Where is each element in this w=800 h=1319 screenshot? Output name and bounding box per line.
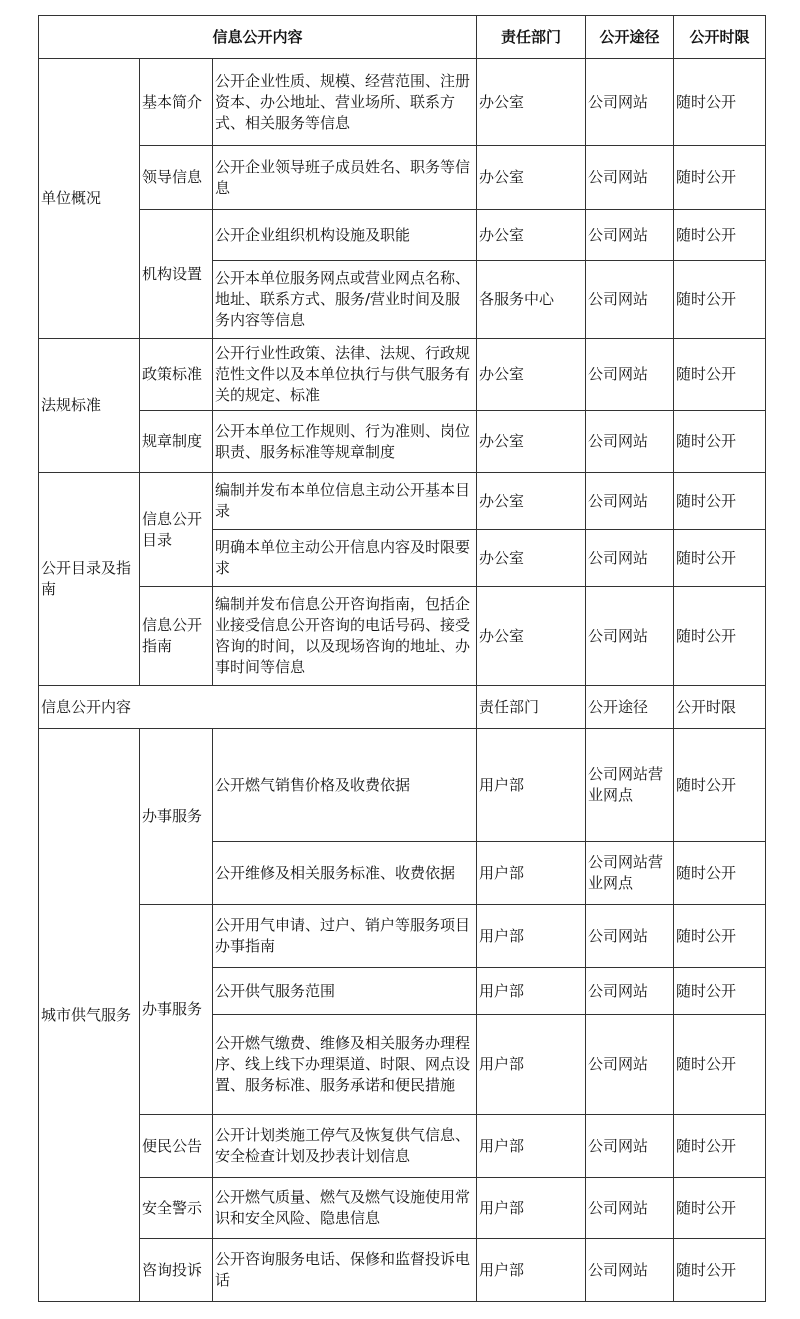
table-row (39, 905, 766, 968)
header-channel: 公开途径 (586, 16, 674, 59)
row-dept: 用户部 (477, 968, 586, 1015)
row-period: 随时公开 (674, 261, 766, 339)
row-dept: 用户部 (477, 729, 586, 842)
row-period: 随时公开 (674, 1115, 766, 1178)
row-period: 随时公开 (674, 59, 766, 146)
row-content: 公开企业性质、规模、经营范围、注册资本、办公地址、营业场所、联系方式、相关服务等信息 (213, 59, 477, 146)
table-row (39, 411, 766, 473)
subcategory-label: 安全警示 (140, 1178, 213, 1239)
row-channel: 公司网站 (586, 968, 674, 1015)
subcategory-label: 办事服务 (140, 729, 213, 905)
row-dept: 办公室 (477, 530, 586, 587)
row-dept: 用户部 (477, 1015, 586, 1115)
table-row (39, 729, 766, 842)
row-channel: 公司网站 (586, 1239, 674, 1302)
row-channel: 公司网站 (586, 587, 674, 686)
row-channel: 公司网站 (586, 261, 674, 339)
row-content: 公开行业性政策、法律、法规、行政规范性文件以及本单位执行与供气服务有关的规定、标准 (213, 339, 477, 411)
row-content: 公开企业组织机构设施及职能 (213, 210, 477, 261)
row-period: 随时公开 (674, 587, 766, 686)
row-period: 随时公开 (674, 905, 766, 968)
row-period: 随时公开 (674, 1015, 766, 1115)
row-content: 公开计划类施工停气及恢复供气信息、安全检查计划及抄表计划信息 (213, 1115, 477, 1178)
group-label: 法规标准 (39, 339, 140, 473)
subcategory-label: 办事服务 (140, 905, 213, 1115)
subcategory-label: 便民公告 (140, 1115, 213, 1178)
table-row (39, 146, 766, 210)
row-channel: 公司网站 (586, 339, 674, 411)
table-row (39, 1239, 766, 1302)
table-row (39, 210, 766, 261)
row-channel: 公司网站 (586, 905, 674, 968)
row-content: 公开本单位工作规则、行为准则、岗位职责、服务标准等规章制度 (213, 411, 477, 473)
row-content: 公开燃气销售价格及收费依据 (213, 729, 477, 842)
subcategory-label: 信息公开指南 (140, 587, 213, 686)
header-content: 信息公开内容 (39, 16, 477, 59)
table-row (39, 339, 766, 411)
row-period: 随时公开 (674, 1239, 766, 1302)
row-channel: 公司网站 (586, 411, 674, 473)
row-dept: 办公室 (477, 411, 586, 473)
row-dept: 办公室 (477, 339, 586, 411)
subcategory-label: 政策标准 (140, 339, 213, 411)
row-period: 随时公开 (674, 210, 766, 261)
info-disclosure-table (38, 15, 766, 1302)
header-dept: 责任部门 (477, 16, 586, 59)
row-channel: 公司网站 (586, 1178, 674, 1239)
subcategory-label: 咨询投诉 (140, 1239, 213, 1302)
table-row (39, 587, 766, 686)
subheader-dept: 责任部门 (477, 686, 586, 729)
row-content: 公开本单位服务网点或营业网点名称、地址、联系方式、服务/营业时间及服务内容等信息 (213, 261, 477, 339)
row-period: 随时公开 (674, 146, 766, 210)
row-dept: 各服务中心 (477, 261, 586, 339)
group-label: 单位概况 (39, 59, 140, 339)
row-channel: 公司网站 (586, 59, 674, 146)
table-row (39, 59, 766, 146)
row-period: 随时公开 (674, 968, 766, 1015)
subheader-content: 信息公开内容 (39, 686, 477, 729)
row-channel: 公司网站 (586, 473, 674, 530)
row-dept: 办公室 (477, 59, 586, 146)
table-header-row (39, 16, 766, 59)
row-content: 公开维修及相关服务标准、收费依据 (213, 842, 477, 905)
header-period: 公开时限 (674, 16, 766, 59)
row-dept: 办公室 (477, 473, 586, 530)
table-row (39, 473, 766, 530)
row-channel: 公司网站营业网点 (586, 729, 674, 842)
row-dept: 用户部 (477, 1178, 586, 1239)
table-row (39, 1115, 766, 1178)
row-channel: 公司网站营业网点 (586, 842, 674, 905)
row-content: 公开咨询服务电话、保修和监督投诉电话 (213, 1239, 477, 1302)
row-content: 公开用气申请、过户、销户等服务项目办事指南 (213, 905, 477, 968)
subcategory-label: 机构设置 (140, 210, 213, 339)
row-content: 公开企业领导班子成员姓名、职务等信息 (213, 146, 477, 210)
row-period: 随时公开 (674, 411, 766, 473)
row-channel: 公司网站 (586, 1015, 674, 1115)
row-content: 明确本单位主动公开信息内容及时限要求 (213, 530, 477, 587)
subcategory-label: 规章制度 (140, 411, 213, 473)
group-label: 城市供气服务 (39, 729, 140, 1302)
row-period: 随时公开 (674, 729, 766, 842)
subheader-channel: 公开途径 (586, 686, 674, 729)
subcategory-label: 领导信息 (140, 146, 213, 210)
row-content: 公开燃气缴费、维修及相关服务办理程序、线上线下办理渠道、时限、网点设置、服务标准、服务承诺和便民措施 (213, 1015, 477, 1115)
table-subheader-row (39, 686, 766, 729)
row-channel: 公司网站 (586, 210, 674, 261)
row-channel: 公司网站 (586, 530, 674, 587)
row-period: 随时公开 (674, 842, 766, 905)
row-period: 随时公开 (674, 473, 766, 530)
row-dept: 办公室 (477, 587, 586, 686)
row-dept: 用户部 (477, 1115, 586, 1178)
row-channel: 公司网站 (586, 1115, 674, 1178)
row-dept: 用户部 (477, 1239, 586, 1302)
row-dept: 办公室 (477, 210, 586, 261)
row-content: 编制并发布本单位信息主动公开基本目录 (213, 473, 477, 530)
row-period: 随时公开 (674, 1178, 766, 1239)
subheader-period: 公开时限 (674, 686, 766, 729)
row-dept: 办公室 (477, 146, 586, 210)
row-period: 随时公开 (674, 339, 766, 411)
subcategory-label: 信息公开目录 (140, 473, 213, 587)
row-channel: 公司网站 (586, 146, 674, 210)
row-content: 编制并发布信息公开咨询指南，包括企业接受信息公开咨询的电话号码、接受咨询的时间，以及现场咨询的地址、办事时间等信息 (213, 587, 477, 686)
group-label: 公开目录及指南 (39, 473, 140, 686)
row-dept: 用户部 (477, 905, 586, 968)
row-content: 公开燃气质量、燃气及燃气设施使用常识和安全风险、隐患信息 (213, 1178, 477, 1239)
row-period: 随时公开 (674, 530, 766, 587)
subcategory-label: 基本简介 (140, 59, 213, 146)
table-row (39, 1178, 766, 1239)
row-dept: 用户部 (477, 842, 586, 905)
row-content: 公开供气服务范围 (213, 968, 477, 1015)
